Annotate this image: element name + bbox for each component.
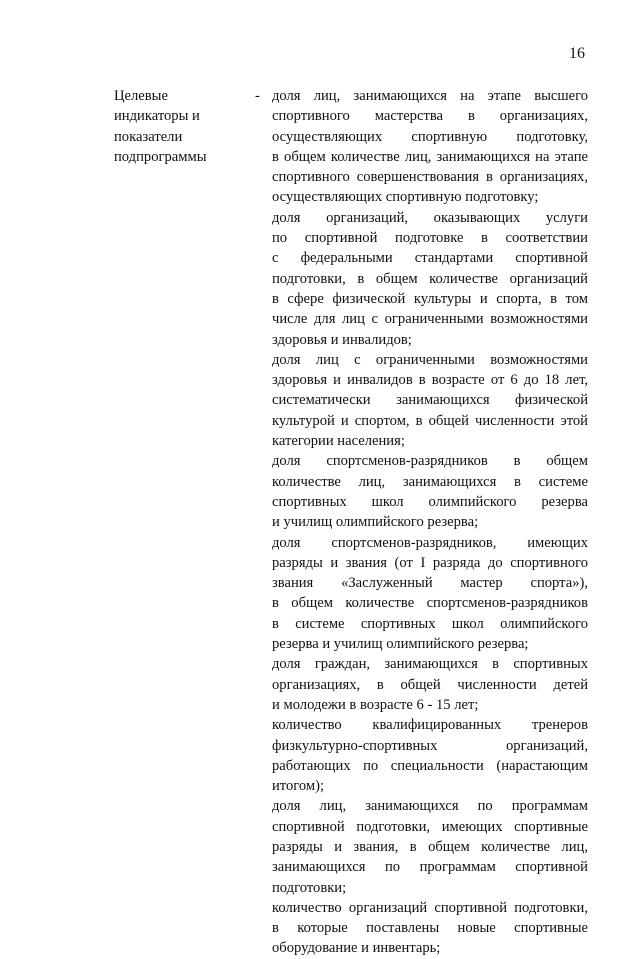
- text-line: спортивного мастерства в организациях,: [272, 108, 588, 125]
- text-line: категории населения;: [272, 433, 405, 450]
- text-line: количество организаций спортивной подготовки,: [272, 899, 588, 916]
- text-line: здоровья и инвалидов в возрасте от 6 до 18 лет,: [272, 372, 588, 389]
- text-line: спортивных школ олимпийского резерва: [272, 493, 588, 510]
- text-line: работающих по специальности (нарастающим: [272, 757, 588, 774]
- text-line: доля граждан, занимающихся в спортивных: [272, 656, 588, 673]
- text-line: доля организаций, оказывающих услуги: [272, 209, 588, 226]
- text-line: числе для лиц с ограниченными возможностями: [272, 311, 588, 328]
- text-line: доля спортсменов-разрядников в общем: [272, 453, 588, 470]
- text-line: занимающихся по программам спортивной: [272, 859, 588, 876]
- text-line: по спортивной подготовке в соответствии: [272, 230, 588, 247]
- text-line: осуществляющих спортивную подготовку;: [272, 189, 539, 206]
- text-line: звания «Заслуженный мастер спорта»),: [272, 575, 588, 592]
- text-line: в которые поставлены новые спортивные: [272, 920, 588, 937]
- text-line: количество квалифицированных тренеров: [272, 717, 588, 734]
- text-line: количестве лиц, занимающихся в системе: [272, 473, 588, 490]
- label-line: подпрограммы: [114, 148, 207, 165]
- text-line: подготовки;: [272, 879, 347, 896]
- text-line: доля лиц, занимающихся по программам: [272, 798, 588, 815]
- text-line: в сфере физической культуры и спорта, в том: [272, 290, 588, 307]
- text-line: в общем количестве спортсменов-разрядников: [272, 595, 588, 612]
- text-line: систематически занимающихся физической: [272, 392, 588, 409]
- text-line: в общем количестве лиц, занимающихся на этапе: [272, 148, 588, 165]
- list-dash: -: [255, 88, 260, 104]
- section-label: [114, 86, 254, 167]
- text-line: оборудование и инвентарь;: [272, 940, 441, 957]
- text-line: с федеральными стандартами спортивной: [272, 250, 588, 267]
- text-line: физкультурно-спортивных организаций,: [272, 737, 588, 754]
- page-number: 16: [569, 45, 585, 62]
- text-line: осуществляющих спортивную подготовку,: [272, 128, 588, 145]
- text-line: и молодежи в возрасте 6 - 15 лет;: [272, 696, 479, 713]
- text-line: разряды и звания (от I разряда до спортивного: [272, 554, 588, 571]
- text-line: итогом);: [272, 778, 325, 795]
- indicator-list: [272, 86, 588, 959]
- text-line: спортивной подготовки, имеющих спортивные: [272, 818, 588, 835]
- text-line: культурой и спортом, в общей численности этой: [272, 412, 588, 429]
- text-line: спортивного совершенствования в организациях,: [272, 169, 588, 186]
- text-line: организациях, в общей численности детей: [272, 676, 588, 693]
- text-line: резерва и училищ олимпийского резерва;: [272, 636, 529, 653]
- label-line: Целевые: [114, 88, 168, 104]
- label-line: индикаторы и: [114, 108, 200, 125]
- text-line: здоровья и инвалидов;: [272, 331, 412, 348]
- text-line: разряды и звания, в общем количестве лиц,: [272, 838, 588, 855]
- text-line: доля лиц с ограниченными возможностями: [272, 351, 588, 368]
- label-line: показатели: [114, 128, 183, 145]
- text-line: подготовки, в общем количестве организаций: [272, 270, 588, 287]
- text-line: и училищ олимпийского резерва;: [272, 514, 479, 531]
- text-line: доля спортсменов-разрядников, имеющих: [272, 534, 588, 551]
- text-line: доля лиц, занимающихся на этапе высшего: [272, 88, 588, 104]
- text-line: в системе спортивных школ олимпийского: [272, 615, 588, 632]
